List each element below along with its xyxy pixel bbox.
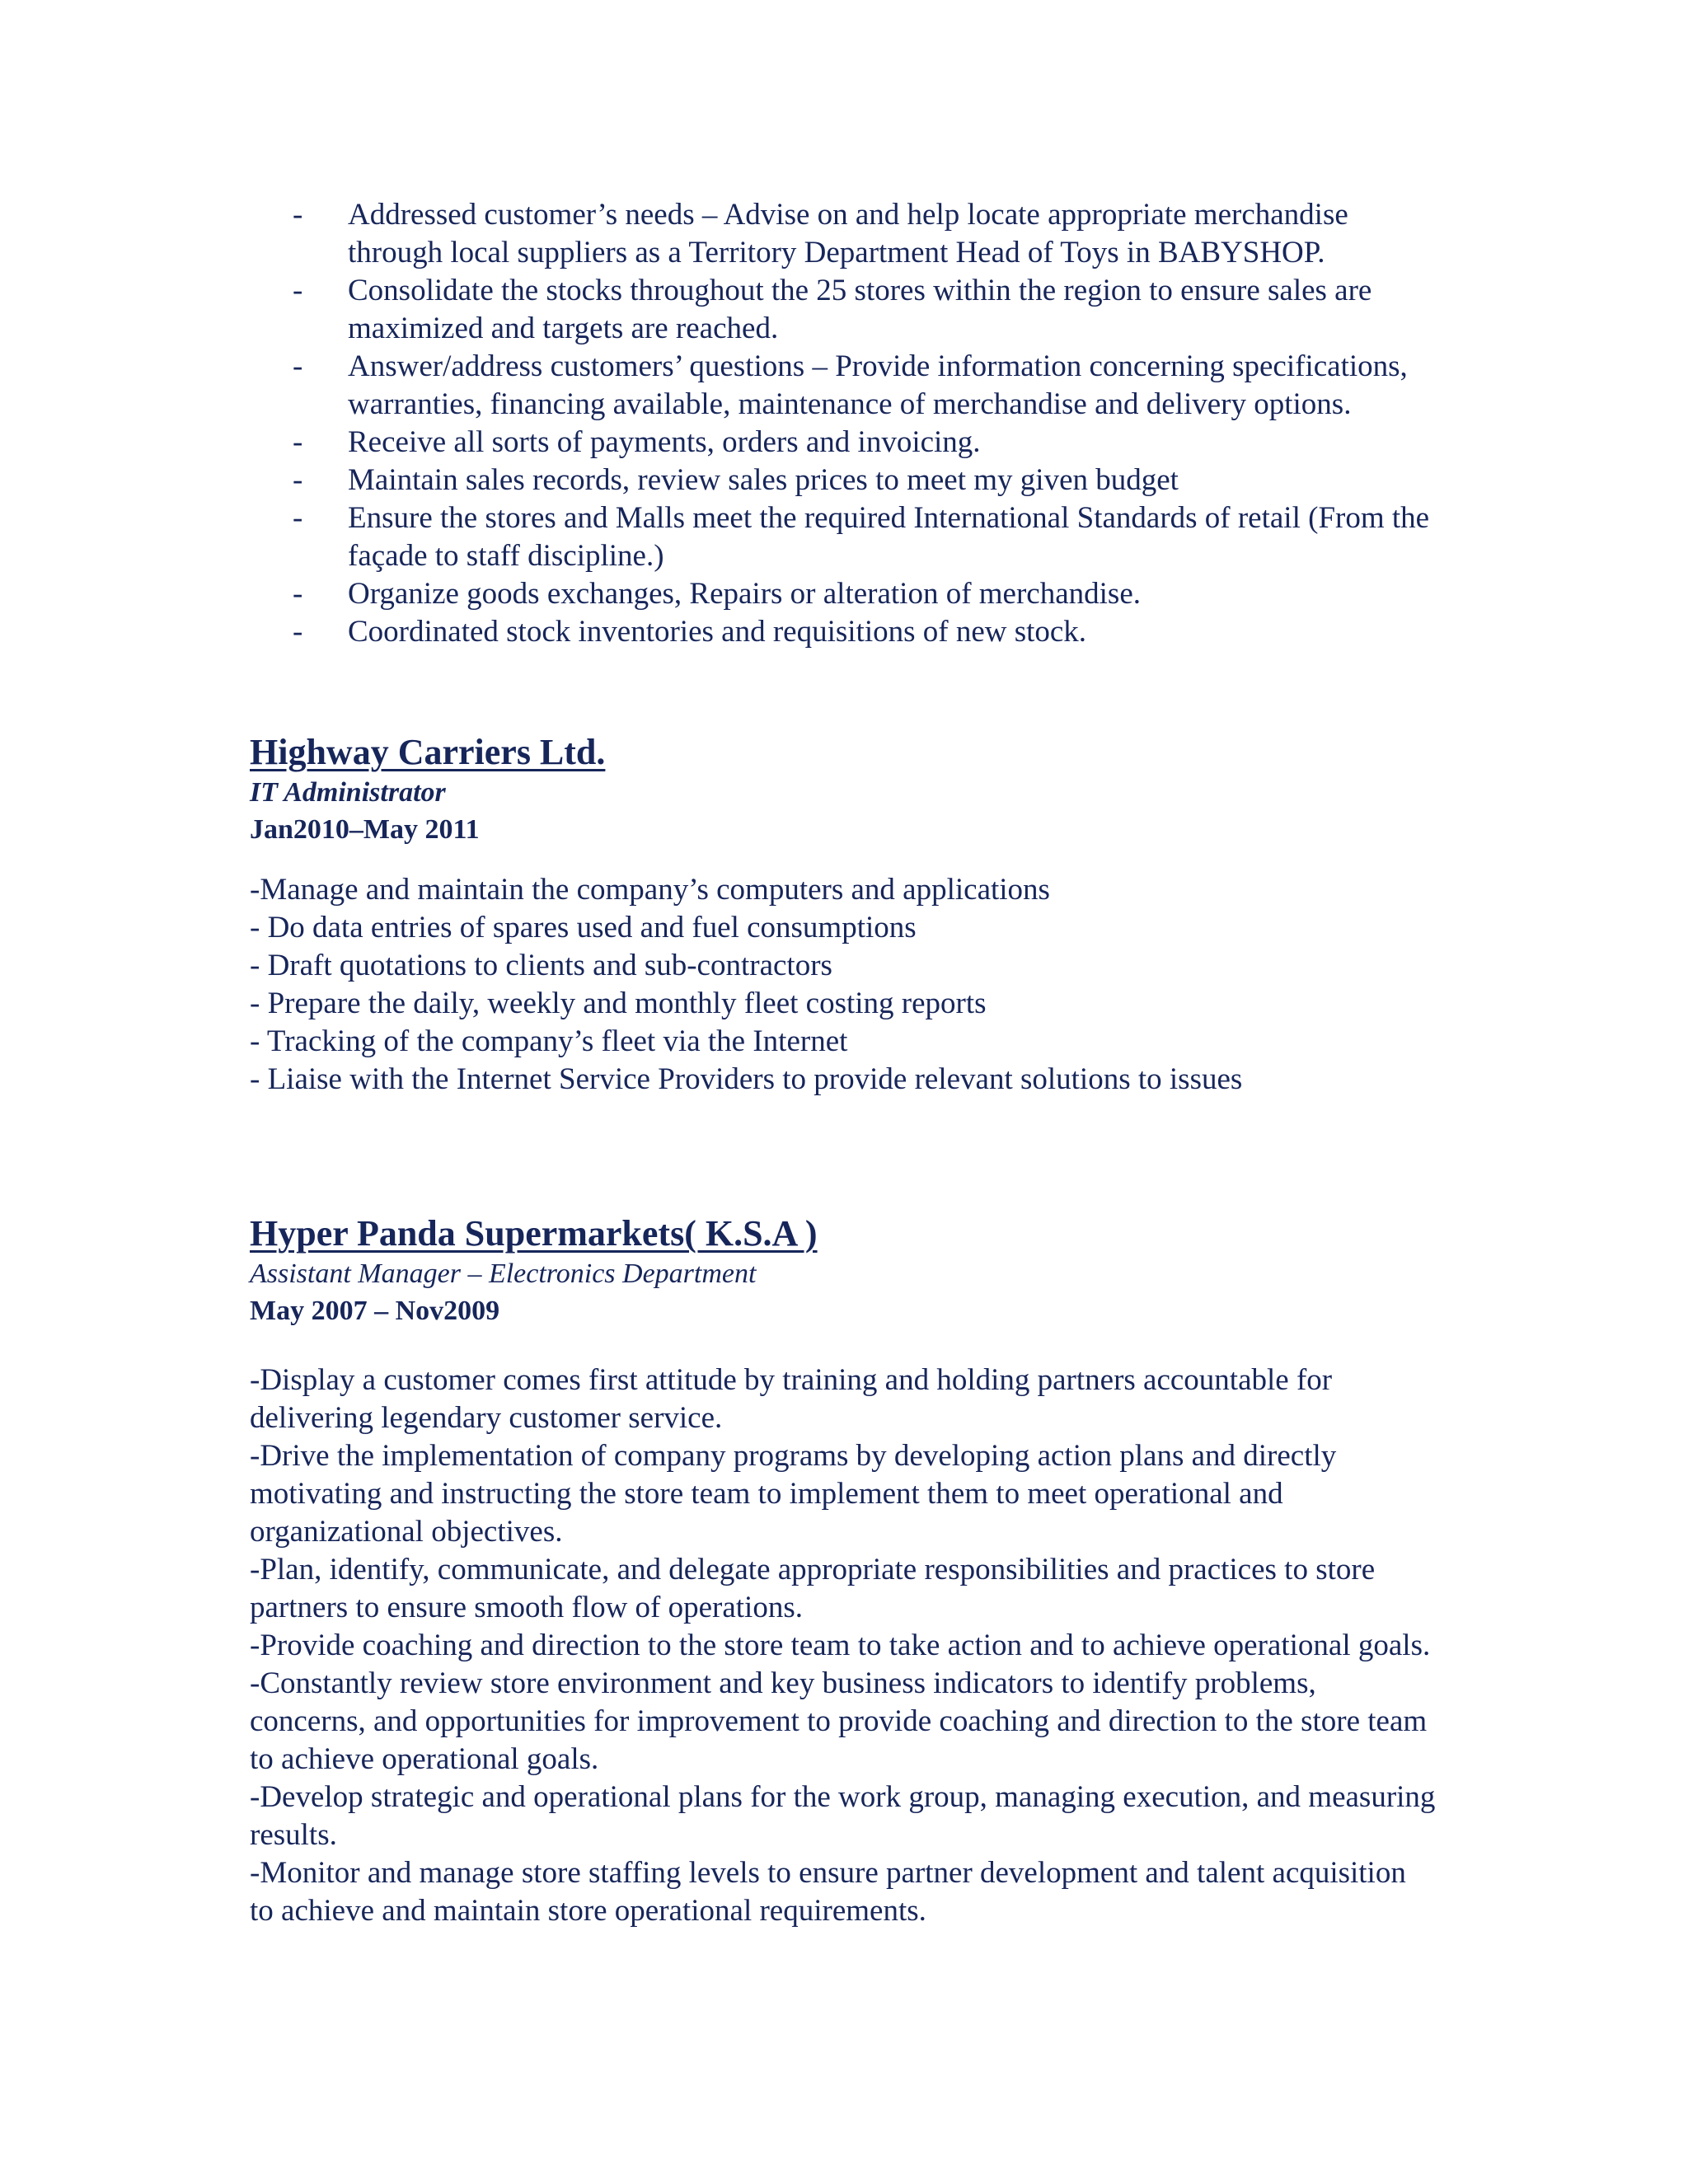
bullet-text: Answer/address customers’ questions – Provide information concerning specifications, warranties, financing available, maintenance of merchandise and delivery options. <box>348 349 1408 421</box>
bullet-dash: - <box>293 274 303 307</box>
list-item <box>293 348 1447 424</box>
list-item <box>293 499 1447 575</box>
bullet-dash: - <box>293 463 303 497</box>
bullet-text: Ensure the stores and Malls meet the required International Standards of retail (From the façade to staff discipline.) <box>348 501 1430 573</box>
employment-dates: May 2007 – Nov2009 <box>250 1296 500 1326</box>
duty-item: -Monitor and manage store staffing levels to ensure partner development and talent acquisition to achieve and maintain store operational requirements. <box>250 1856 1406 1928</box>
bullet-text: Receive all sorts of payments, orders and invoicing. <box>348 425 981 459</box>
list-item <box>293 196 1447 272</box>
hyper-panda-section <box>250 1212 1437 1930</box>
bullet-text: Maintain sales records, review sales prices to meet my given budget <box>348 463 1179 497</box>
duty-item: - Liaise with the Internet Service Providers to provide relevant solutions to issues <box>250 1062 1243 1096</box>
duty-item: -Constantly review store environment and key business indicators to identify problems, concerns, and opportunities for improvement to provide coaching and direction to the store team to achieve operational goals. <box>250 1666 1428 1776</box>
bullet-dash: - <box>293 501 303 535</box>
duty-item: - Prepare the daily, weekly and monthly fleet costing reports <box>250 987 987 1020</box>
bullet-text: Consolidate the stocks throughout the 25 stores within the region to ensure sales are maximized and targets are reached. <box>348 274 1372 345</box>
employment-dates: Jan2010–May 2011 <box>250 814 480 845</box>
duty-item: -Plan, identify, communicate, and delegate appropriate responsibilities and practices to store partners to ensure smooth flow of operations. <box>250 1553 1376 1624</box>
list-item <box>293 272 1447 348</box>
duty-item: -Develop strategic and operational plans for the work group, managing execution, and measuring results. <box>250 1780 1436 1852</box>
duty-item: -Drive the implementation of company programs by developing action plans and directly motivating and instructing the store team to implement them to meet operational and organizational objectives. <box>250 1439 1337 1549</box>
bullet-text: Organize goods exchanges, Repairs or alteration of merchandise. <box>348 577 1141 611</box>
job-title: Assistant Manager – Electronics Department <box>250 1258 757 1289</box>
duties-list <box>250 1361 1437 1930</box>
duty-item: - Draft quotations to clients and sub-contractors <box>250 949 832 982</box>
bullet-dash: - <box>293 615 303 649</box>
list-item <box>293 462 1447 499</box>
bullet-dash: - <box>293 198 303 232</box>
bullet-text: Addressed customer’s needs – Advise on and help locate appropriate merchandise through local suppliers as a Territory Department Head of Toys in BABYSHOP. <box>348 198 1348 269</box>
duty-item: - Do data entries of spares used and fuel consumptions <box>250 911 917 944</box>
duty-item: -Manage and maintain the company’s computers and applications <box>250 873 1050 907</box>
company-name: Highway Carriers Ltd. <box>250 732 606 772</box>
bullet-dash: - <box>293 425 303 459</box>
duty-item: -Display a customer comes first attitude by training and holding partners accountable for delivering legendary customer service. <box>250 1363 1333 1435</box>
duties-list <box>250 871 1437 1099</box>
list-item <box>293 424 1447 462</box>
top-bullet-list <box>293 196 1447 651</box>
bullet-dash: - <box>293 577 303 611</box>
list-item <box>293 613 1447 651</box>
bullet-text: Coordinated stock inventories and requisitions of new stock. <box>348 615 1087 649</box>
company-name: Hyper Panda Supermarkets( K.S.A ) <box>250 1213 818 1254</box>
bullet-dash: - <box>293 349 303 383</box>
duty-item: - Tracking of the company’s fleet via the Internet <box>250 1024 848 1058</box>
highway-carriers-section <box>250 730 1437 1099</box>
job-title: IT Administrator <box>250 777 446 808</box>
duty-item: -Provide coaching and direction to the store team to take action and to achieve operational goals. <box>250 1629 1431 1662</box>
list-item <box>293 575 1447 613</box>
